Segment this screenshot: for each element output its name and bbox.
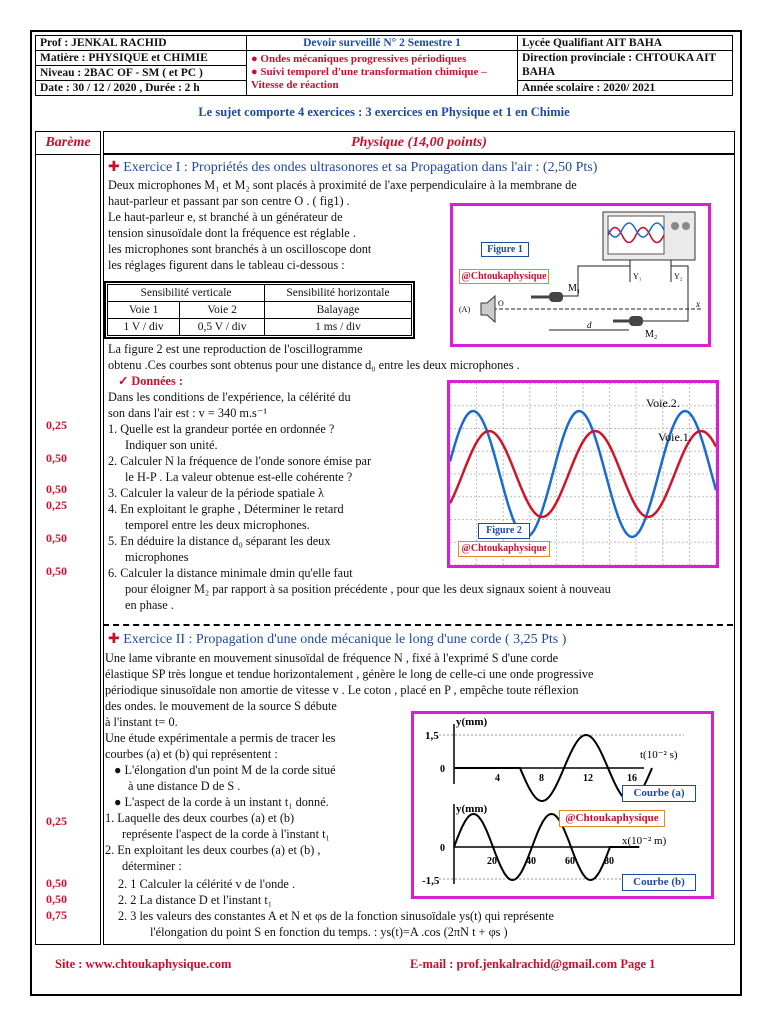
header-niveau: Niveau : 2BAC OF - SM ( et PC ) xyxy=(36,66,247,81)
ga-tick-label: 12 xyxy=(583,773,593,784)
gb-tick-label: 80 xyxy=(604,856,614,867)
curve-b-label: Courbe (b) xyxy=(622,874,696,891)
header-lycee: Lycée Qualifiant AIT BAHA xyxy=(518,36,733,51)
physique-title: Physique (14,00 points) xyxy=(103,131,735,155)
points-ex1-q5: 0,50 xyxy=(46,531,67,545)
curves-graph xyxy=(414,714,711,896)
points-ex1-q2: 0,50 xyxy=(46,451,67,465)
ex2-q2a: 2. En exploitant les deux courbes (a) et (b) , xyxy=(105,843,321,857)
ex1-d1: Dans les conditions de l'expérience, la célérité du xyxy=(108,390,351,404)
ga-tick-label: 4 xyxy=(495,773,500,784)
ex2-p6: Une étude expérimentale a permis de tracer les xyxy=(105,731,336,745)
header-annee: Année scolaire : 2020/ 2021 xyxy=(518,81,733,96)
ex2-q23b: l'élongation du point S en fonction du temps. : ys(t)=A .cos (2πN t + φs ) xyxy=(150,925,508,939)
ex1-intro4: tension sinusoïdale dont la fréquence est réglable . xyxy=(108,226,356,240)
figure-curves xyxy=(411,711,714,899)
ga-tick-label: 8 xyxy=(539,773,544,784)
oscilloscope-table xyxy=(107,284,412,336)
ex1-q3: 3. Calculer la valeur de la période spatiale λ xyxy=(108,486,324,500)
ex1-q4a: 4. En exploitant le graphe , Déterminer le retard xyxy=(108,502,344,516)
gb-tick-label: 20 xyxy=(487,856,497,867)
ex1-bullet-icon: ✚ xyxy=(108,160,120,175)
figure1-label: Figure 1 xyxy=(481,242,529,257)
osc-v1: 1 V / div xyxy=(108,319,180,336)
points-ex2-q21: 0,50 xyxy=(46,876,67,890)
ex1-q5a: 5. En déduire la distance d₀ séparant les deux xyxy=(108,534,331,548)
ex1-fig2-line1: La figure 2 est une reproduction de l'oscillogramme xyxy=(108,342,363,356)
header-devoir: Devoir surveillé N° 2 Semestre 1 xyxy=(247,36,518,51)
points-ex1-q4: 0,25 xyxy=(46,498,67,512)
ex2-bullet2: ● L'aspect de la corde à un instant t₁ donné. xyxy=(114,795,329,809)
gb-zero: 0 xyxy=(440,843,445,854)
exercise-separator xyxy=(103,624,733,626)
ex1-q4b: temporel entre les deux microphones. xyxy=(125,518,310,532)
subject-line: Le sujet comporte 4 exercices : 3 exercices en Physique et 1 en Chimie xyxy=(198,105,570,119)
fig1-d: d xyxy=(587,320,592,330)
microphone-m1-icon xyxy=(549,292,563,302)
points-ex1-q6: 0,50 xyxy=(46,564,67,578)
ex1-intro1: Deux microphones M₁ et M₂ sont placés à proximité de l'axe perpendiculaire à la membrane de xyxy=(108,178,577,192)
header-prof: Prof : JENKAL RACHID xyxy=(36,36,247,51)
ga-ticks xyxy=(495,773,637,784)
ex2-q1b: représente l'aspect de la corde à l'instant t₁ xyxy=(122,827,330,841)
header-topic1: Ondes mécaniques progressives périodiques xyxy=(260,53,467,65)
ex2-title: ✚ Exercice II : Propagation d'une onde mécanique le long d'une corde ( 3,25 Pts ) xyxy=(108,632,567,647)
figure2-label: Figure 2 xyxy=(478,523,530,539)
header-direction: Direction provinciale : CHTOUKA AIT BAHA xyxy=(518,51,733,81)
ex1-intro2: haut-parleur et passant par son centre O . ( fig1) . xyxy=(108,194,350,208)
ga-ylabel: y(mm) xyxy=(456,716,488,728)
gb-xlabel: x(10⁻² m) xyxy=(622,835,667,847)
ex2-p2: élastique SP très longue et tendue horizontalement , génère le long de celle-ci une onde progressive xyxy=(105,667,594,681)
figure2-tag: @Chtoukaphysique xyxy=(458,541,550,557)
osc-h2: Sensibilité horizontale xyxy=(265,285,412,302)
points-ex2-q1: 0,25 xyxy=(46,814,67,828)
ex2-bullet-icon: ✚ xyxy=(108,632,120,647)
ex1-intro6: les réglages figurent dans le tableau ci-dessous : xyxy=(108,258,345,272)
ex1-fig2-line2: obtenu .Ces courbes sont obtenus pour une distance d₀ entre les deux microphones . xyxy=(108,358,520,372)
fig1-m2: M₂ xyxy=(645,329,658,340)
ex2-p5: à l'instant t= 0. xyxy=(105,715,178,729)
ga-tick-label: 16 xyxy=(627,773,637,784)
fig1-a: (A) xyxy=(459,305,471,314)
osc-h1: Sensibilité verticale xyxy=(108,285,265,302)
osc-c3: Balayage xyxy=(265,302,412,319)
figure2 xyxy=(447,380,719,568)
ex1-q1b: Indiquer son unité. xyxy=(125,438,218,452)
ga-ymax: 1,5 xyxy=(425,730,439,742)
ex1-q5b: microphones xyxy=(125,550,189,564)
osc-c2: Voie 2 xyxy=(180,302,265,319)
fig1-o: O xyxy=(498,299,504,308)
ex2-bullet1: ● L'élongation d'un point M de la corde situé xyxy=(114,763,336,777)
header-topic2: Suivi temporel d'une transformation chimique – Vitesse de réaction xyxy=(251,66,487,91)
voie2-label: Voie.2. xyxy=(646,396,680,410)
header-topics: ● Ondes mécaniques progressives périodiques ● Suivi temporel d'une transformation chimique – Vitesse de réaction xyxy=(247,51,518,96)
gb-tick-label: 40 xyxy=(526,856,536,867)
curves-tag: @Chtoukaphysique xyxy=(559,810,665,827)
osc-knob xyxy=(682,222,690,230)
gb-ylabel: y(mm) xyxy=(456,803,488,815)
points-ex1-q1: 0,25 xyxy=(46,418,67,432)
gb-ymin: -1,5 xyxy=(422,875,440,887)
ex2-q1a: 1. Laquelle des deux courbes (a) et (b) xyxy=(105,811,295,825)
gb-tick-label: 60 xyxy=(565,856,575,867)
osc-c1: Voie 1 xyxy=(108,302,180,319)
ex1-q2a: 2. Calculer N la fréquence de l'onde sonore émise par xyxy=(108,454,372,468)
ex2-bullet1b: à une distance D de S . xyxy=(128,779,241,793)
ex1-donnees: ✓ Données : xyxy=(118,374,183,388)
ex1-q6c: en phase . xyxy=(125,598,174,612)
ex2-p3: périodique sinusoïdale non amortie de vitesse v . Le coton , placé en P , empêche toute réflexion xyxy=(105,683,579,697)
fig1-y1: Y₁ xyxy=(633,272,642,281)
ex1-q1a: 1. Quelle est la grandeur portée en ordonnée ? xyxy=(108,422,335,436)
points-ex1-q3: 0,50 xyxy=(46,482,67,496)
ga-zero: 0 xyxy=(440,764,445,775)
osc-v2: 0,5 V / div xyxy=(180,319,265,336)
ex2-q21: 2. 1 Calculer la célérité v de l'onde . xyxy=(118,877,296,891)
ex1-q6b: pour éloigner M₂ par rapport à sa position précédente , pour que les deux signaux soient à nouveau xyxy=(125,582,611,596)
points-ex2-q23: 0,75 xyxy=(46,908,67,922)
ex1-intro5: les microphones sont branchés à un oscilloscope dont xyxy=(108,242,372,256)
curve-a-label: Courbe (a) xyxy=(622,785,696,802)
header-table xyxy=(35,35,733,96)
ex2-p1: Une lame vibrante en mouvement sinusoïdal de fréquence N , fixé à l'exprimé S d'une corde xyxy=(105,651,559,665)
ex1-d2: son dans l'air est : v = 340 m.s⁻¹ xyxy=(108,406,268,420)
fig1-m1: M₁ xyxy=(568,283,581,294)
header-matiere: Matière : PHYSIQUE et CHIMIE xyxy=(36,51,247,66)
bareme-title: Barème xyxy=(35,131,101,155)
fig1-y2: Y₂ xyxy=(674,272,683,281)
ex2-q22: 2. 2 La distance D et l'instant t₁ xyxy=(118,893,273,907)
ga-xlabel: t(10⁻² s) xyxy=(640,749,678,761)
osc-v3: 1 ms / div xyxy=(265,319,412,336)
microphone-m2-icon xyxy=(629,316,643,326)
ex2-p4: des ondes. le mouvement de la source S débute xyxy=(105,699,337,713)
points-ex2-q22: 0,50 xyxy=(46,892,67,906)
fig1-x: x xyxy=(696,299,700,309)
ex1-title: ✚ Exercice I : Propriétés des ondes ultrasonores et sa Propagation dans l'air : (2,50 Pts) xyxy=(108,160,598,175)
footer-site: Site : www.chtoukaphysique.com xyxy=(55,957,232,971)
figure1-tag: @Chtoukaphysique xyxy=(459,269,549,284)
ex1-q2b: le H-P . La valeur obtenue est-elle cohérente ? xyxy=(125,470,353,484)
ex2-p7: courbes (a) et (b) qui représentent : xyxy=(105,747,278,761)
gb-ticks xyxy=(487,856,614,867)
ex1-q6a: 6. Calculer la distance minimale dmin qu'elle faut xyxy=(108,566,353,580)
voie1-label: Voie.1. xyxy=(658,430,692,444)
figure1 xyxy=(450,203,711,347)
speaker-icon xyxy=(481,296,495,322)
header-date: Date : 30 / 12 / 2020 , Durée : 2 h xyxy=(36,81,247,96)
check-icon: ✓ xyxy=(118,374,129,388)
ex2-q2b: déterminer : xyxy=(122,859,182,873)
footer-email: E-mail : prof.jenkalrachid@gmail.com Page 1 xyxy=(410,957,656,971)
osc-knob xyxy=(671,222,679,230)
ex2-q23a: 2. 3 les valeurs des constantes A et N et φs de la fonction sinusoïdale ys(t) qui représente xyxy=(118,909,555,923)
ex1-intro3: Le haut-parleur e, st branché à un générateur de xyxy=(108,210,343,224)
